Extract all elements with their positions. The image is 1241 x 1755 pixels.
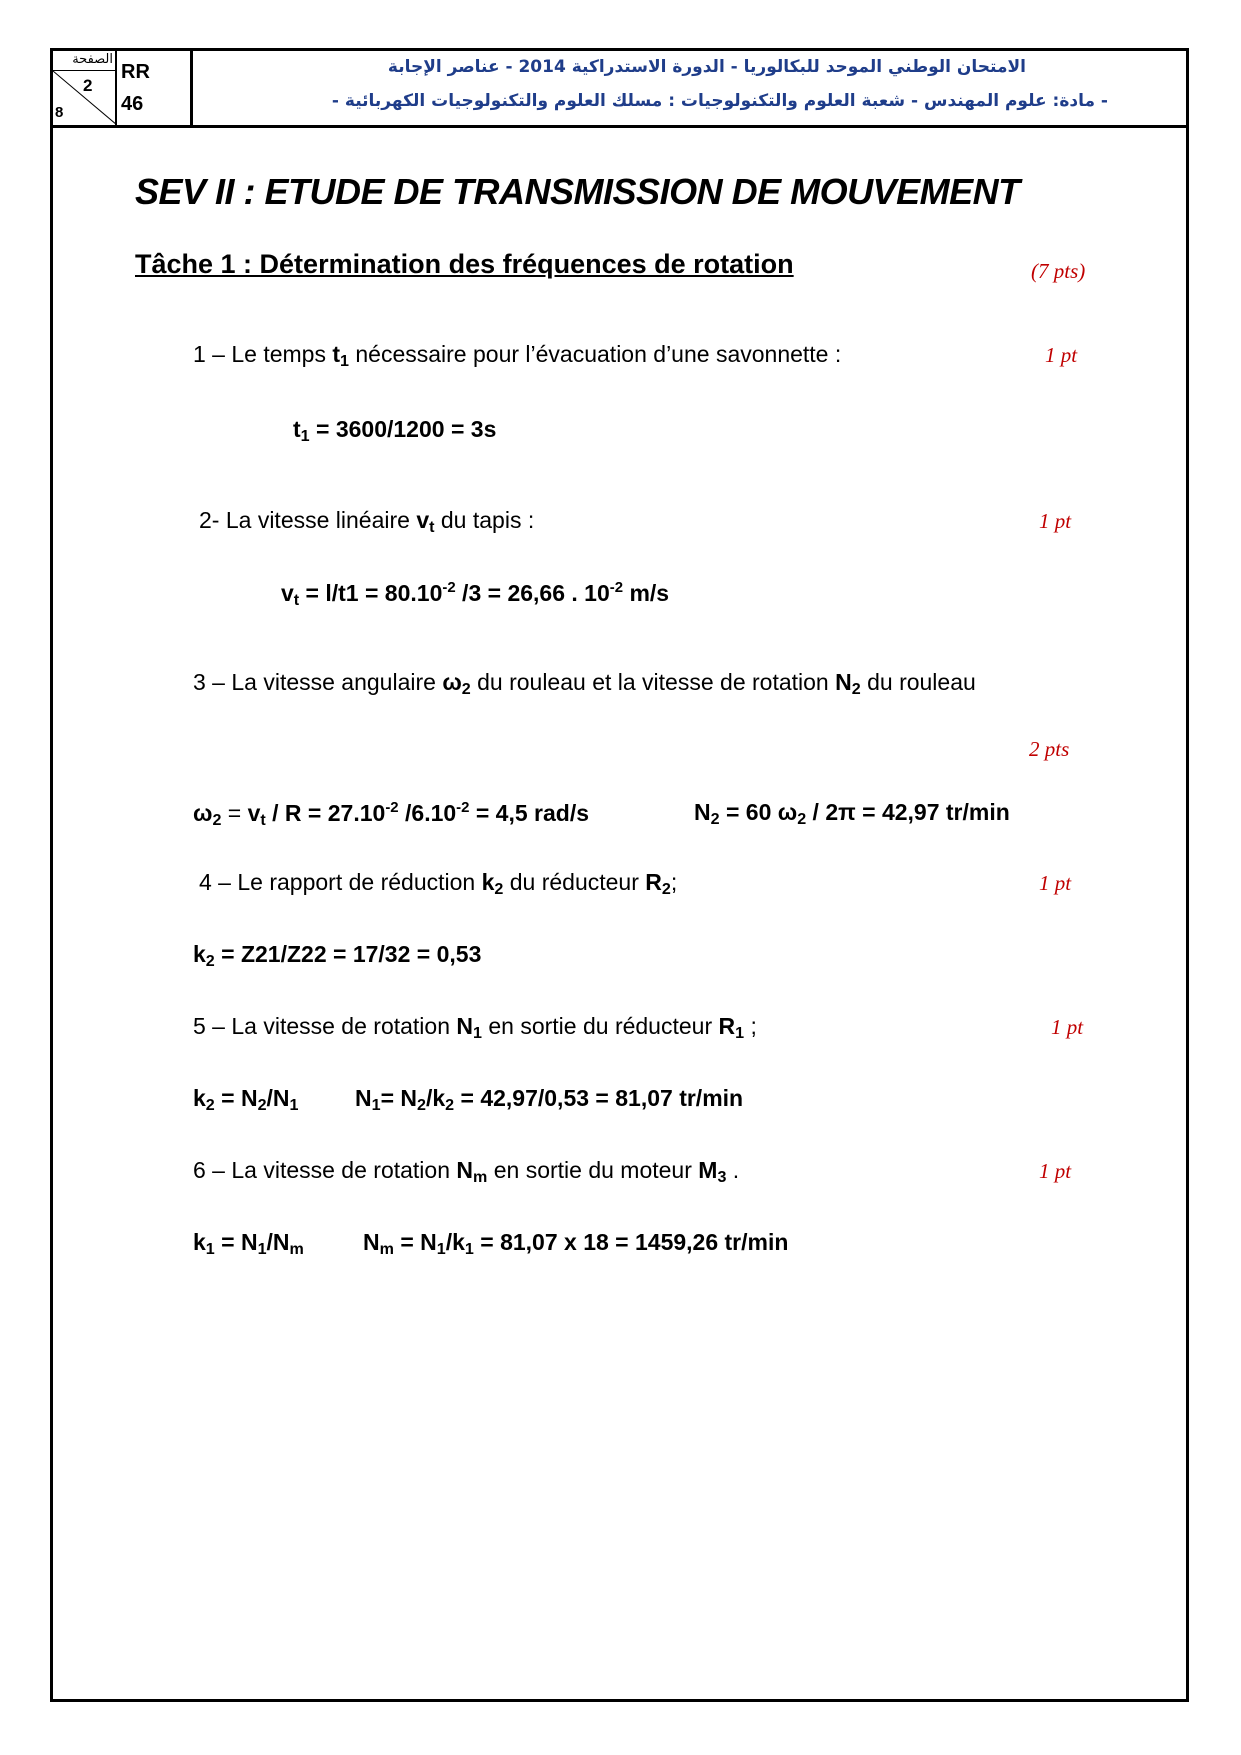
question-5-points: 1 pt	[1051, 1015, 1084, 1039]
question-3: 3 – La vitesse angulaire $\omega_2$ du rouleau et la vitesse de rotation $N_2$ du rouleau	[193, 669, 976, 698]
exam-code-line1: RR	[121, 61, 150, 83]
question-5: 5 – La vitesse de rotation $N_1$ en sortie du réducteur $R_1$ ;	[193, 1013, 757, 1042]
exam-code-line2: 46	[121, 93, 144, 115]
task-title: Tâche 1 : Détermination des fréquences de rotation	[135, 249, 794, 279]
question-4: 4 – Le rapport de réduction $k_2$ du réducteur $R_2$;	[199, 869, 678, 898]
page-number-box	[53, 51, 117, 125]
exam-header-line1: الامتحان الوطني الموحد للبكالوريا - الدورة الاستدراكية 2014 - عناصر الإجابة	[387, 57, 1026, 77]
answer-2: $v_t = l/t1 = 80.10^{-2}$ /3 = 26,66 . $10^{-2}$ m/s	[281, 579, 670, 609]
exam-header-line2: - مادة: علوم المهندس - شعبة العلوم والتكنولوجيات : مسلك العلوم والتكنولوجيات الكهربائية -	[331, 91, 1108, 111]
page-frame	[50, 48, 1189, 1702]
answer-3: $\omega_2 = v_t / R = 27.10^{-2}$ $/6.10^{-2} = 4,5$ rad/s	[193, 799, 590, 829]
question-4-points: 1 pt	[1039, 871, 1072, 895]
exam-code-box	[117, 51, 193, 125]
answer-3-rotation: $N_2 = 60$ $\omega_2 / 2\pi = 42,97$ tr/min	[694, 799, 1010, 828]
question-3-points: 2 pts	[1029, 737, 1070, 761]
task-points: (7 pts)	[1031, 259, 1086, 283]
answer-4: $k_2 = Z21/Z22 = 17/32 = 0,53$	[193, 941, 482, 970]
answer-5: $k_2 = N_2/N_1$	[193, 1085, 299, 1114]
page-number: 2	[83, 76, 93, 95]
page-total: 8	[55, 104, 64, 121]
question-1: 1 – Le temps $t_1$ nécessaire pour l’évacuation d’une savonnette :	[193, 341, 842, 370]
question-6-points: 1 pt	[1039, 1159, 1072, 1183]
section-title: SEV II : ETUDE DE TRANSMISSION DE MOUVEMENT	[135, 171, 1020, 212]
answer-5-rotation: $N_1= N_2/k_2 = 42,97/0,53 = 81,07$ tr/min	[355, 1085, 744, 1114]
answer-6-rotation: $N_m = N_1/k_1 = 81,07$ x 18 = 1459,26 tr/min	[363, 1229, 789, 1258]
question-6: 6 – La vitesse de rotation $N_m$ en sortie du moteur $M_3$ .	[193, 1157, 740, 1186]
answer-1: $t_1 = 3600/1200 = 3s$	[293, 416, 497, 445]
question-1-points: 1 pt	[1045, 343, 1078, 367]
question-2-points: 1 pt	[1039, 509, 1072, 533]
exam-header	[53, 51, 1186, 128]
page-label: الصفحة	[53, 51, 117, 71]
answer-6: $k_1 = N_1/N_m$	[193, 1229, 304, 1258]
question-2: 2- La vitesse linéaire $v_t$ du tapis :	[199, 507, 535, 536]
